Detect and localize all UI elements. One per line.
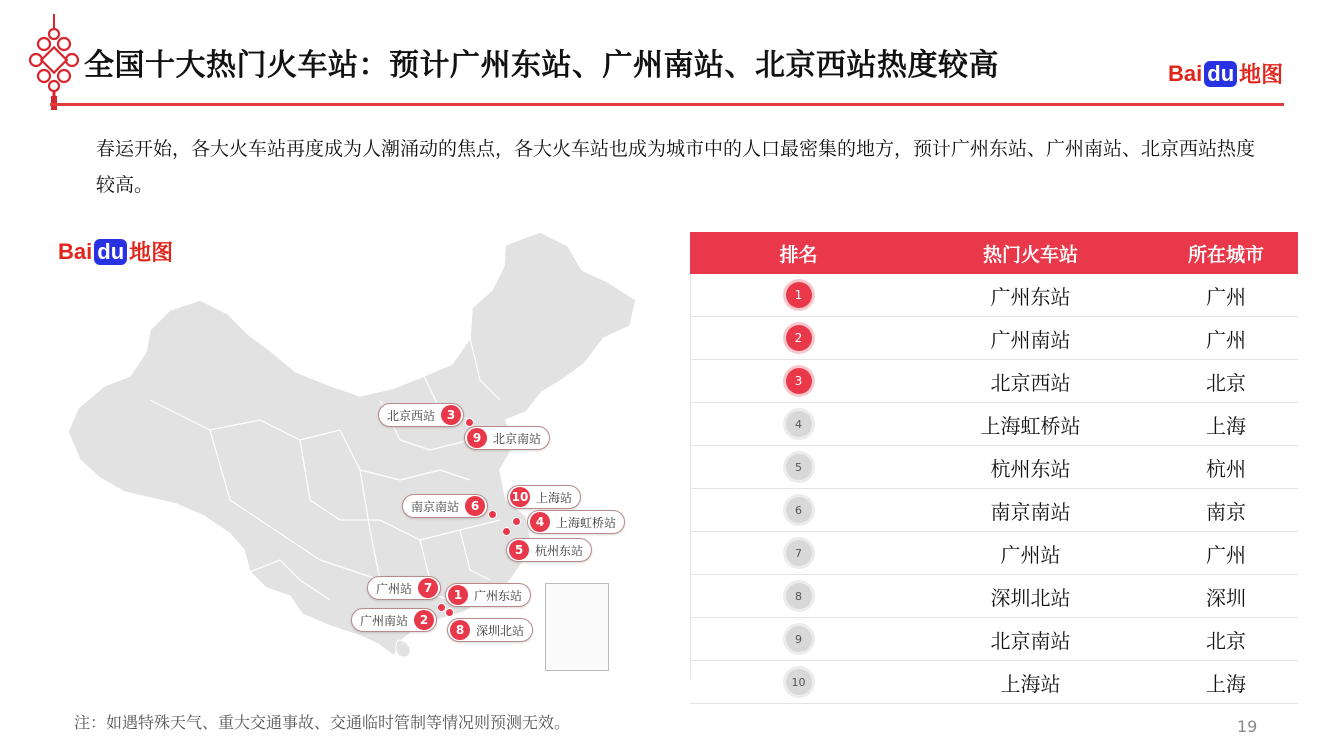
station-cell: 广州南站 [907,317,1154,360]
table-header-row [690,232,1298,274]
rank-badge: 6 [786,497,812,523]
table-row [690,661,1298,704]
table-row [690,618,1298,661]
station-cell: 广州东站 [907,274,1154,317]
rank-cell [690,489,907,532]
table-row [690,575,1298,618]
rank-badge: 8 [786,583,812,609]
city-cell: 北京 [1154,360,1298,403]
map-marker[interactable]: 9 北京南站 [464,426,550,450]
station-cell: 上海虹桥站 [907,403,1154,446]
rank-badge: 9 [786,626,812,652]
city-cell: 南京 [1154,489,1298,532]
station-cell: 南京南站 [907,489,1154,532]
rank-badge: 1 [786,282,812,308]
rank-cell [690,618,907,661]
table-row [690,403,1298,446]
rank-badge: 7 [786,540,812,566]
rank-cell [690,446,907,489]
rank-cell [690,575,907,618]
station-cell: 深圳北站 [907,575,1154,618]
header-city: 所在城市 [1154,232,1298,274]
map-marker[interactable]: 4 上海虹桥站 [527,510,625,534]
station-cell: 北京南站 [907,618,1154,661]
baidu-paw-icon: du [1204,61,1237,87]
map-marker[interactable]: 10 上海站 [507,485,581,509]
header-station: 热门火车站 [907,232,1154,274]
station-cell: 杭州东站 [907,446,1154,489]
map-marker[interactable]: 北京西站 3 [378,403,464,427]
table-row [690,274,1298,317]
rank-badge: 5 [786,454,812,480]
table-row [690,489,1298,532]
rank-badge: 3 [786,368,812,394]
city-cell: 广州 [1154,317,1298,360]
station-dot [445,608,454,617]
station-dot [502,527,511,536]
map-baidu-logo: Bai du 地图 [58,238,174,265]
rank-cell [690,532,907,575]
south-china-sea-inset [545,583,609,671]
rank-badge: 2 [786,325,812,351]
city-cell: 北京 [1154,618,1298,661]
station-cell: 上海站 [907,661,1154,704]
rank-badge: 10 [786,669,812,695]
rank-cell [690,661,907,704]
rank-cell [690,403,907,446]
station-dot [488,510,497,519]
table-row [690,446,1298,489]
header-rank: 排名 [690,232,907,274]
table-row [690,532,1298,575]
rank-badge: 4 [786,411,812,437]
map-marker[interactable]: 1 广州东站 [445,583,531,607]
city-cell: 上海 [1154,661,1298,704]
city-cell: 上海 [1154,403,1298,446]
city-cell: 深圳 [1154,575,1298,618]
city-cell: 广州 [1154,274,1298,317]
rank-cell [690,317,907,360]
map-marker[interactable]: 南京南站 6 [402,494,488,518]
station-cell: 北京西站 [907,360,1154,403]
table-row [690,360,1298,403]
map-marker[interactable]: 广州南站 2 [351,608,437,632]
rank-cell [690,360,907,403]
map-marker[interactable]: 5 杭州东站 [506,538,592,562]
city-cell: 广州 [1154,532,1298,575]
map-marker[interactable]: 8 深圳北站 [447,618,533,642]
city-cell: 杭州 [1154,446,1298,489]
rank-cell [690,274,907,317]
page-title: 全国十大热门火车站：预计广州东站、广州南站、北京西站热度较高 [84,48,999,83]
map-marker[interactable]: 广州站 7 [367,576,441,600]
station-dot [512,517,521,526]
ranking-table [690,232,1298,704]
table-row [690,317,1298,360]
station-cell: 广州站 [907,532,1154,575]
intro-paragraph: 春运开始，各大火车站再度成为人潮涌动的焦点，各大火车站也成为城市中的人口最密集的地方，预计广州东站、广州南站、北京西站热度较高。 [96,138,1256,196]
page-number: 19 [1237,717,1258,736]
baidu-map-logo: Bai du 地图 [1168,60,1284,87]
baidu-paw-icon: du [94,239,127,265]
footnote: 注：如遇特殊天气、重大交通事故、交通临时管制等情况则预测无效。 [74,713,571,732]
